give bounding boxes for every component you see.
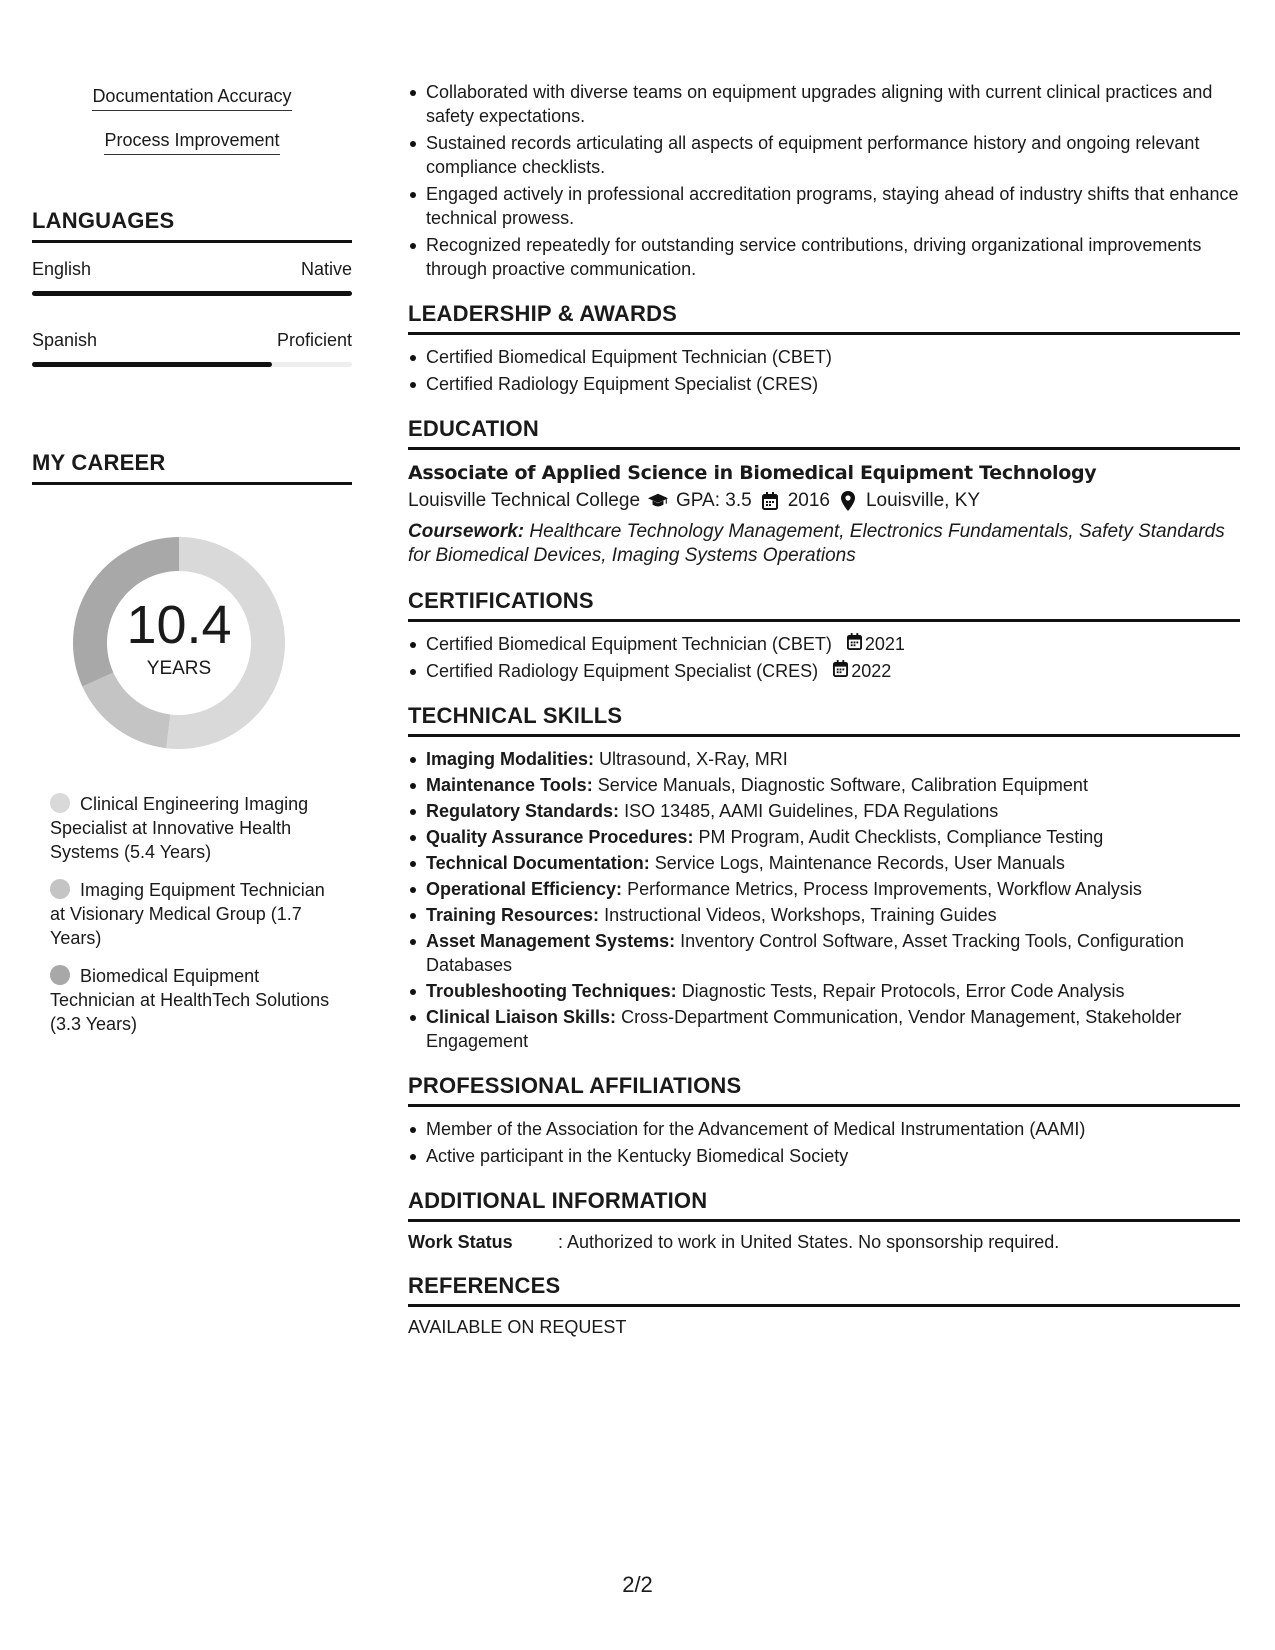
- technical-skill-item: [408, 1005, 1240, 1053]
- skill-label: Quality Assurance Procedures:: [426, 827, 694, 847]
- calendar-icon: [760, 491, 780, 511]
- additional-info-title: ADDITIONAL INFORMATION: [408, 1188, 1240, 1222]
- technical-skill-item: [408, 979, 1240, 1003]
- career-section: [32, 450, 352, 1034]
- skill-value: Cross-Department Communication, Vendor Management, Stakeholder Engagement: [426, 1007, 1182, 1051]
- affiliation-item: Member of the Association for the Advancement of Medical Instrumentation (AAMI): [408, 1117, 1240, 1141]
- references-text: AVAILABLE ON REQUEST: [408, 1317, 627, 1337]
- references-title: REFERENCES: [408, 1273, 1240, 1307]
- affiliations-list: [408, 1117, 1240, 1168]
- legend-dot-icon: [50, 793, 70, 813]
- technical-skill-item: [408, 747, 1240, 771]
- page-number: 2/2: [622, 1572, 653, 1597]
- skill-label: Training Resources:: [426, 905, 600, 925]
- affiliation-item: Active participant in the Kentucky Biomedical Society: [408, 1144, 1240, 1168]
- career-legend-label: Imaging Equipment Technician at Visionary Medical Group (1.7 Years): [50, 880, 325, 948]
- career-donut: [66, 530, 292, 756]
- education-title: EDUCATION: [408, 416, 1240, 450]
- skill-label: Clinical Liaison Skills:: [426, 1007, 617, 1027]
- map-pin-icon: [838, 491, 858, 511]
- education-degree: Associate of Applied Science in Biomedical Equipment Technology: [408, 462, 1097, 484]
- work-status-row: [408, 1232, 1240, 1253]
- leadership-item: Certified Biomedical Equipment Technician (CBET): [408, 345, 1240, 369]
- language-level: Proficient: [276, 330, 352, 350]
- career-total-value: 10.4: [126, 595, 232, 655]
- education-gpa: GPA: 3.5: [676, 490, 752, 511]
- technical-skills-list: [408, 747, 1240, 1053]
- graduation-cap-icon: [648, 491, 668, 511]
- calendar-icon: [847, 632, 862, 656]
- skill-label: Operational Efficiency:: [426, 879, 623, 899]
- career-total-unit: YEARS: [146, 658, 212, 679]
- skill-value: Diagnostic Tests, Repair Protocols, Error Code Analysis: [681, 981, 1125, 1001]
- experience-bullet: Engaged actively in professional accreditation programs, staying ahead of industry shifts that enhance technical prowess.: [408, 182, 1240, 230]
- language-name: English: [32, 259, 92, 279]
- certification-item: [408, 659, 1240, 683]
- skill-label: Asset Management Systems:: [426, 931, 676, 951]
- language-name: Spanish: [32, 330, 98, 350]
- skill-label: Maintenance Tools:: [426, 775, 593, 795]
- career-legend-item: [50, 964, 340, 1036]
- technical-skill-item: [408, 929, 1240, 977]
- skill-value: Service Manuals, Diagnostic Software, Calibration Equipment: [597, 775, 1088, 795]
- certification-year: 2022: [851, 661, 892, 681]
- calendar-icon: [833, 659, 848, 683]
- main-content: [408, 80, 1240, 1338]
- career-legend-label: Biomedical Equipment Technician at HealthTech Solutions (3.3 Years): [50, 966, 330, 1034]
- education-meta: [408, 486, 1240, 516]
- skill-label: Troubleshooting Techniques:: [426, 981, 677, 1001]
- skill-value: Performance Metrics, Process Improvements, Workflow Analysis: [627, 879, 1142, 899]
- career-title: MY CAREER: [32, 450, 352, 485]
- skill-tag: Documentation Accuracy: [92, 86, 291, 111]
- coursework-label: Coursework:: [408, 521, 525, 542]
- technical-skill-item: [408, 903, 1240, 927]
- skill-label: Technical Documentation:: [426, 853, 650, 873]
- legend-dot-icon: [50, 879, 70, 899]
- skill-value: Ultrasound, X-Ray, MRI: [599, 749, 788, 769]
- work-status-value: : Authorized to work in United States. No sponsorship required.: [558, 1232, 1060, 1252]
- languages-section: [32, 208, 352, 367]
- language-bar-fill: [32, 362, 272, 367]
- certification-year: 2021: [864, 634, 905, 654]
- skill-tag: Process Improvement: [104, 130, 279, 155]
- leadership-title: LEADERSHIP & AWARDS: [408, 301, 1240, 335]
- experience-bullet: Recognized repeatedly for outstanding service contributions, driving organizational improvements through proactive communication.: [408, 233, 1240, 281]
- education-school: Louisville Technical College: [408, 490, 641, 511]
- language-level: Native: [300, 259, 352, 279]
- experience-bullet: Sustained records articulating all aspects of equipment performance history and ongoing relevant compliance checklists.: [408, 131, 1240, 179]
- technical-skill-item: [408, 877, 1240, 901]
- certification-item: [408, 632, 1240, 656]
- leadership-item: Certified Radiology Equipment Specialist (CRES): [408, 372, 1240, 396]
- career-legend: [50, 792, 340, 1050]
- experience-bullets: [408, 80, 1240, 281]
- skill-label: Regulatory Standards:: [426, 801, 620, 821]
- technical-skill-item: [408, 799, 1240, 823]
- career-legend-item: [50, 792, 340, 864]
- languages-title: LANGUAGES: [32, 208, 352, 243]
- leadership-list: [408, 345, 1240, 396]
- experience-bullet: Collaborated with diverse teams on equipment upgrades aligning with current clinical practices and safety expectations.: [408, 80, 1240, 128]
- certifications-title: CERTIFICATIONS: [408, 588, 1240, 622]
- skill-tags: [32, 86, 352, 174]
- skill-value: Inventory Control Software, Asset Tracking Tools, Configuration Databases: [426, 931, 1185, 975]
- certification-name: Certified Biomedical Equipment Technician (CBET): [426, 634, 832, 654]
- skill-value: PM Program, Audit Checklists, Compliance Testing: [698, 827, 1104, 847]
- skill-value: Instructional Videos, Workshops, Training Guides: [604, 905, 997, 925]
- career-legend-item: [50, 878, 340, 950]
- language-bar: [32, 291, 352, 296]
- language-row: [32, 330, 352, 351]
- skill-label: Imaging Modalities:: [426, 749, 595, 769]
- legend-dot-icon: [50, 965, 70, 985]
- coursework-text: Healthcare Technology Management, Electronics Fundamentals, Safety Standards for Biomedical Devices, Imaging Systems Operations: [408, 521, 1225, 566]
- technical-skill-item: [408, 773, 1240, 797]
- language-row: [32, 259, 352, 280]
- language-bar-fill: [32, 291, 352, 296]
- skill-value: ISO 13485, AAMI Guidelines, FDA Regulations: [624, 801, 999, 821]
- affiliations-title: PROFESSIONAL AFFILIATIONS: [408, 1073, 1240, 1107]
- technical-skill-item: [408, 851, 1240, 875]
- certification-name: Certified Radiology Equipment Specialist (CRES): [426, 661, 819, 681]
- language-bar: [32, 362, 352, 367]
- education-coursework: [408, 520, 1240, 568]
- technical-skills-title: TECHNICAL SKILLS: [408, 703, 1240, 737]
- technical-skill-item: [408, 825, 1240, 849]
- education-year: 2016: [787, 490, 830, 511]
- skill-value: Service Logs, Maintenance Records, User Manuals: [654, 853, 1065, 873]
- career-legend-label: Clinical Engineering Imaging Specialist at Innovative Health Systems (5.4 Years): [50, 794, 309, 862]
- work-status-label: Work Status: [408, 1232, 513, 1252]
- education-location: Louisville, KY: [865, 490, 981, 511]
- certifications-list: [408, 632, 1240, 683]
